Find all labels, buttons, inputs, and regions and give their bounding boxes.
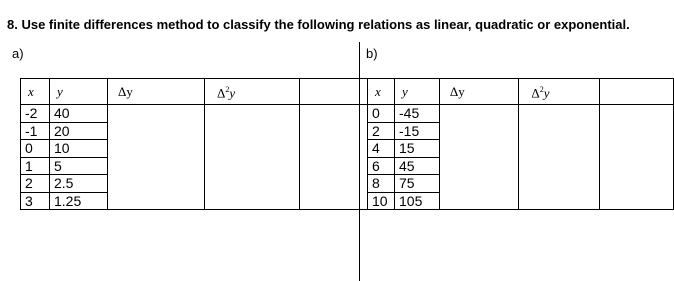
cell-y: 2.5 [50, 175, 108, 193]
question-text [7, 17, 630, 32]
question-body: Use finite differences method to classify the following relations as linear, quadratic or exponential. [21, 17, 630, 32]
cell-y: 10 [50, 140, 108, 158]
cell-extra[interactable] [600, 105, 674, 123]
cell-y: -45 [395, 105, 440, 123]
cell-delta-y[interactable] [439, 157, 519, 175]
cell-x: 3 [21, 192, 50, 210]
cell-x: 1 [21, 157, 50, 175]
cell-x: 6 [368, 157, 395, 175]
cell-extra[interactable] [600, 175, 674, 193]
header-x: x [21, 79, 50, 105]
cell-delta2-y[interactable] [519, 122, 600, 140]
cell-delta-y[interactable] [108, 175, 205, 193]
header-delta2-y: $\Delta^2y$ [205, 79, 300, 105]
cell-x: -1 [21, 122, 50, 140]
table-row [21, 122, 395, 140]
cell-extra[interactable] [600, 122, 674, 140]
cell-delta2-y[interactable] [205, 140, 300, 158]
cell-delta2-y[interactable] [205, 105, 300, 123]
cell-x: 8 [368, 175, 395, 193]
difference-table-b [367, 78, 674, 210]
table-row [368, 105, 674, 123]
cell-delta2-y[interactable] [205, 192, 300, 210]
cell-x: 10 [368, 192, 395, 210]
header-row [368, 79, 674, 105]
table-row [21, 192, 395, 210]
cell-extra[interactable] [600, 140, 674, 158]
table-row [21, 140, 395, 158]
cell-y: 15 [395, 140, 440, 158]
header-delta2-y: $\Delta^2y$ [519, 79, 600, 105]
cell-x: -2 [21, 105, 50, 123]
table-row [21, 157, 395, 175]
table-row [368, 157, 674, 175]
table-row [368, 140, 674, 158]
cell-delta2-y[interactable] [519, 140, 600, 158]
cell-delta-y[interactable] [108, 122, 205, 140]
cell-y: -15 [395, 122, 440, 140]
cell-y: 105 [395, 192, 440, 210]
table-row [368, 192, 674, 210]
table-row [21, 105, 395, 123]
header-y: y [395, 79, 440, 105]
cell-x: 4 [368, 140, 395, 158]
cell-delta-y[interactable] [108, 192, 205, 210]
cell-y: 40 [50, 105, 108, 123]
table-row [368, 175, 674, 193]
cell-delta2-y[interactable] [519, 192, 600, 210]
cell-y: 75 [395, 175, 440, 193]
cell-x: 2 [368, 122, 395, 140]
cell-delta-y[interactable] [108, 140, 205, 158]
cell-extra[interactable] [600, 157, 674, 175]
question-number: 8. [7, 17, 18, 32]
cell-extra[interactable] [600, 192, 674, 210]
cell-delta2-y[interactable] [205, 122, 300, 140]
table-row [21, 175, 395, 193]
cell-delta2-y[interactable] [519, 157, 600, 175]
header-blank [600, 79, 674, 105]
cell-y: 1.25 [50, 192, 108, 210]
cell-delta2-y[interactable] [205, 175, 300, 193]
cell-y: 5 [50, 157, 108, 175]
cell-x: 0 [21, 140, 50, 158]
cell-delta2-y[interactable] [519, 105, 600, 123]
cell-delta2-y[interactable] [519, 175, 600, 193]
table-row [368, 122, 674, 140]
cell-delta-y[interactable] [108, 157, 205, 175]
cell-x: 0 [368, 105, 395, 123]
header-row [21, 79, 395, 105]
part-b-label: b) [366, 46, 378, 61]
cell-delta2-y[interactable] [205, 157, 300, 175]
header-x: x [368, 79, 395, 105]
cell-delta-y[interactable] [439, 122, 519, 140]
cell-x: 2 [21, 175, 50, 193]
header-y: y [50, 79, 108, 105]
part-a-label: a) [12, 46, 24, 61]
cell-y: 45 [395, 157, 440, 175]
header-delta-y: Δy [439, 79, 519, 105]
cell-delta-y[interactable] [439, 105, 519, 123]
header-delta-y: Δy [108, 79, 205, 105]
cell-delta-y[interactable] [439, 192, 519, 210]
difference-table-a [20, 78, 395, 210]
cell-delta-y[interactable] [439, 140, 519, 158]
cell-y: 20 [50, 122, 108, 140]
cell-delta-y[interactable] [108, 105, 205, 123]
cell-delta-y[interactable] [439, 175, 519, 193]
